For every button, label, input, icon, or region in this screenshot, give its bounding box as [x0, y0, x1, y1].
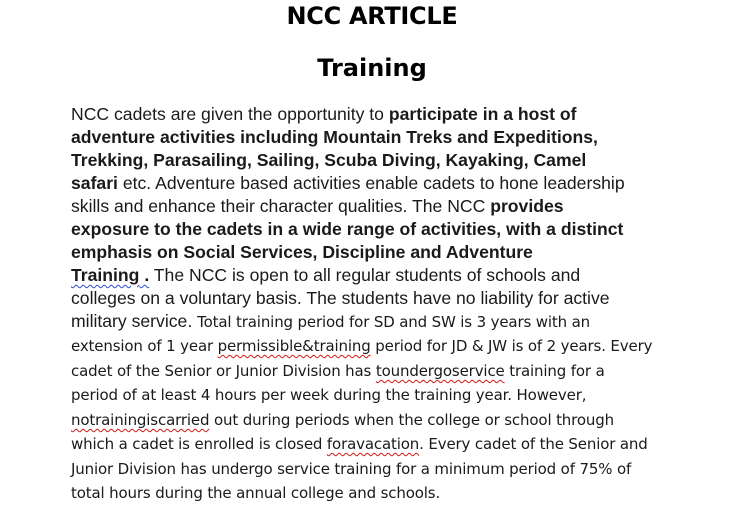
text-line — [71, 173, 625, 194]
text-line — [71, 265, 580, 286]
text-run: emphasis on Social Services, Discipline and Adventure — [71, 242, 533, 262]
text-line — [71, 150, 586, 171]
text-line — [71, 435, 648, 453]
text-run: which a cadet is enrolled is closed — [71, 435, 327, 453]
text-run: Junior Division has undergo service training for a minimum period of 75% of — [71, 460, 632, 478]
spelling-error-word: foravacation — [326, 435, 420, 453]
text-line — [71, 127, 598, 148]
text-line — [71, 104, 577, 125]
text-run: NCC cadets are given the opportunity to — [71, 104, 389, 124]
text-run: period for JD & JW is of 2 years. Every — [370, 337, 653, 355]
text-line — [71, 386, 586, 404]
text-line — [71, 337, 652, 355]
text-run: cadet of the Senior or Junior Division has — [71, 362, 376, 380]
grammar-flag-word: . — [139, 265, 150, 285]
spelling-error-word: notrainingiscarried — [71, 411, 210, 429]
text-run: Total training period for SD and SW is 3 years with an — [197, 313, 590, 331]
section-heading: Training — [317, 54, 427, 82]
text-run: adventure activities including Mountain Treks and Expeditions, — [71, 127, 598, 147]
text-run: total hours during the annual college and schools. — [71, 484, 441, 502]
spelling-error-word: permissible&training — [217, 337, 371, 355]
spelling-error-word: toundergoservice — [375, 362, 505, 380]
text-line — [71, 484, 440, 502]
text-run: safari — [71, 173, 118, 193]
text-run: period of at least 4 hours per week during the training year. However, — [71, 386, 587, 404]
text-run: out during periods when the college or school through — [209, 411, 614, 429]
text-line — [71, 242, 533, 263]
text-line — [71, 196, 564, 217]
text-run: . Every cadet of the Senior and — [419, 435, 648, 453]
text-run: The NCC is open to all regular students of schools and — [149, 265, 581, 285]
text-run: exposure to the cadets in a wide range of activities, with a distinct — [71, 219, 624, 239]
text-run: colleges on a voluntary basis. The students have no liability for active — [71, 288, 610, 308]
grammar-flag-word: Training — [71, 265, 140, 285]
text-run: participate in a host of — [388, 104, 577, 124]
text-run: etc. Adventure based activities enable cadets to hone leadership — [117, 173, 625, 193]
text-run: Trekking, Parasailing, Sailing, Scuba Diving, Kayaking, Camel — [71, 150, 587, 170]
text-line — [71, 362, 605, 380]
text-run: extension of 1 year — [71, 337, 218, 355]
text-line — [71, 219, 623, 240]
document-title: NCC ARTICLE — [286, 2, 458, 30]
text-line — [71, 288, 610, 309]
text-run: training for a — [504, 362, 605, 380]
text-line — [71, 311, 590, 332]
text-run: military service. — [71, 311, 198, 331]
text-line — [71, 460, 631, 478]
text-line — [71, 411, 614, 429]
text-run: skills and enhance their character qualities. The NCC — [71, 196, 491, 216]
text-run: provides — [490, 196, 564, 216]
